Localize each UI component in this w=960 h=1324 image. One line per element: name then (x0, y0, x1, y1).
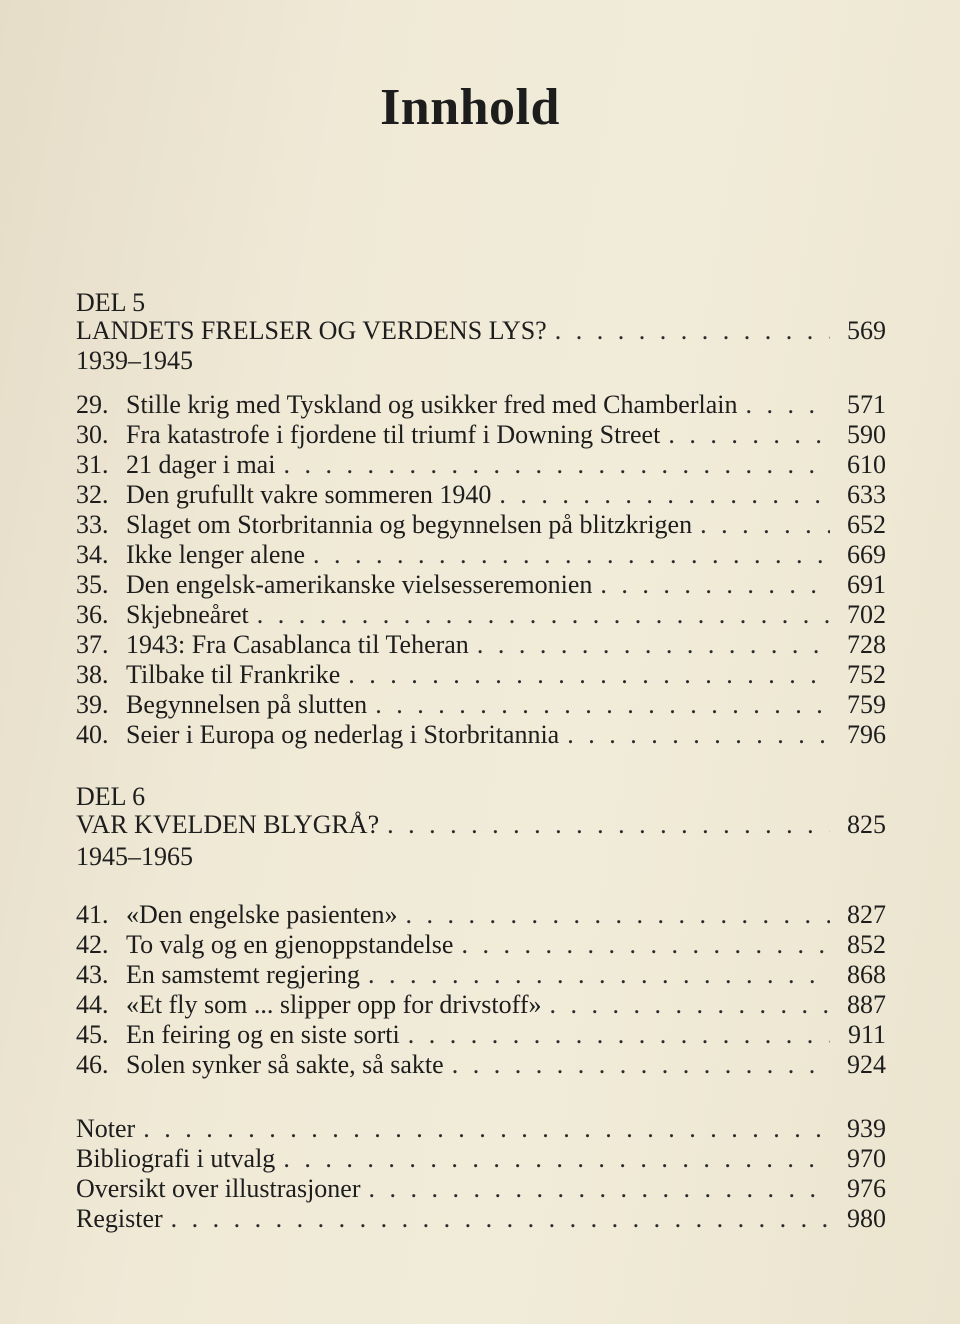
chapter-page: 590 (847, 420, 886, 449)
leader-dots (461, 930, 830, 960)
part-6-heading: DEL 6 (76, 782, 146, 811)
toc-entry (76, 690, 886, 720)
chapter-page: 610 (847, 450, 886, 479)
backmatter-title: Bibliografi i utvalg (76, 1144, 276, 1173)
leader-dots (477, 630, 830, 660)
chapter-title: «Et fly som ... slipper opp for drivstoff» (126, 990, 542, 1019)
chapter-page: 759 (847, 690, 886, 719)
leader-dots (369, 1174, 831, 1204)
leader-dots (567, 720, 830, 750)
leader-dots (745, 390, 830, 420)
chapter-number: 41. (76, 900, 109, 929)
chapter-number: 35. (76, 570, 109, 599)
chapter-page: 827 (847, 900, 886, 929)
chapter-page: 702 (847, 600, 886, 629)
leader-dots (387, 810, 830, 840)
chapter-number: 43. (76, 960, 109, 989)
chapter-title: Begynnelsen på slutten (126, 690, 368, 719)
toc-entry (76, 420, 886, 450)
chapter-title: En samstemt regjering (126, 960, 360, 989)
chapter-number: 39. (76, 690, 109, 719)
chapter-title: Ikke lenger alene (126, 540, 306, 569)
leader-dots (549, 990, 830, 1020)
chapter-title: 21 dager i mai (126, 450, 276, 479)
leader-dots (452, 1050, 830, 1080)
chapter-page: 752 (847, 660, 886, 689)
backmatter-title: Oversikt over illustrasjoner (76, 1174, 361, 1203)
chapter-title: Skjebneåret (126, 600, 249, 629)
leader-dots (143, 1114, 830, 1144)
leader-dots (257, 600, 830, 630)
backmatter-entry (76, 1144, 886, 1174)
backmatter-page: 976 (847, 1174, 886, 1203)
toc-entry (76, 660, 886, 690)
leader-dots (668, 420, 830, 450)
leader-dots (348, 660, 830, 690)
chapter-title: En feiring og en siste sorti (126, 1020, 400, 1049)
chapter-page: 633 (847, 480, 886, 509)
chapter-page: 669 (847, 540, 886, 569)
chapter-title: «Den engelske pasienten» (126, 900, 398, 929)
chapter-number: 40. (76, 720, 109, 749)
part-5-years: 1939–1945 (76, 346, 193, 375)
chapter-page: 852 (847, 930, 886, 959)
chapter-page: 691 (847, 570, 886, 599)
toc-entry (76, 900, 886, 930)
toc-entry (76, 630, 886, 660)
part-6-title-row (76, 810, 886, 840)
part-6-title: VAR KVELDEN BLYGRÅ? (76, 810, 380, 839)
part-5-title: LANDETS FRELSER OG VERDENS LYS? (76, 316, 547, 345)
leader-dots (313, 540, 830, 570)
leader-dots (405, 900, 830, 930)
chapter-number: 31. (76, 450, 109, 479)
chapter-title: To valg og en gjenoppstandelse (126, 930, 454, 959)
part-5-page: 569 (847, 316, 886, 345)
toc-entry (76, 1020, 886, 1050)
chapter-number: 33. (76, 510, 109, 539)
chapter-number: 36. (76, 600, 109, 629)
chapter-page: 728 (847, 630, 886, 659)
chapter-page: 796 (847, 720, 886, 749)
leader-dots (171, 1204, 830, 1234)
toc-entry (76, 930, 886, 960)
page-title: Innhold (380, 79, 560, 136)
toc-entry (76, 390, 886, 420)
chapter-number: 30. (76, 420, 109, 449)
toc-entry (76, 510, 886, 540)
leader-dots (600, 570, 830, 600)
leader-dots (375, 690, 830, 720)
toc-entry (76, 480, 886, 510)
backmatter-page: 980 (847, 1204, 886, 1233)
leader-dots (555, 316, 830, 346)
toc-entry (76, 540, 886, 570)
part-6-years: 1945–1965 (76, 842, 193, 871)
toc-entry (76, 1050, 886, 1080)
chapter-title: 1943: Fra Casablanca til Teheran (126, 630, 469, 659)
table-of-contents (76, 0, 886, 1324)
backmatter-page: 939 (847, 1114, 886, 1143)
chapter-number: 37. (76, 630, 109, 659)
chapter-number: 42. (76, 930, 109, 959)
toc-entry (76, 960, 886, 990)
chapter-number: 29. (76, 390, 109, 419)
chapter-title: Slaget om Storbritannia og begynnelsen på blitzkrigen (126, 510, 693, 539)
toc-entry (76, 990, 886, 1020)
chapter-title: Den grufullt vakre sommeren 1940 (126, 480, 492, 509)
chapter-page: 887 (847, 990, 886, 1019)
toc-entry (76, 570, 886, 600)
toc-entry (76, 600, 886, 630)
chapter-number: 38. (76, 660, 109, 689)
leader-dots (408, 1020, 830, 1050)
chapter-number: 44. (76, 990, 109, 1019)
part-5-title-row (76, 316, 886, 346)
backmatter-title: Register (76, 1204, 163, 1233)
chapter-title: Seier i Europa og nederlag i Storbritannia (126, 720, 560, 749)
backmatter-entry (76, 1204, 886, 1234)
chapter-number: 46. (76, 1050, 109, 1079)
chapter-number: 32. (76, 480, 109, 509)
chapter-title: Den engelsk-amerikanske vielsesseremonien (126, 570, 593, 599)
chapter-number: 34. (76, 540, 109, 569)
leader-dots (700, 510, 830, 540)
backmatter-page: 970 (847, 1144, 886, 1173)
backmatter-title: Noter (76, 1114, 136, 1143)
chapter-number: 45. (76, 1020, 109, 1049)
chapter-page: 571 (847, 390, 886, 419)
chapter-page: 911 (847, 1020, 886, 1049)
backmatter-entry (76, 1114, 886, 1144)
backmatter-entry (76, 1174, 886, 1204)
part-6-page: 825 (847, 810, 886, 839)
chapter-page: 924 (847, 1050, 886, 1079)
chapter-title: Fra katastrofe i fjordene til triumf i Downing Street (126, 420, 661, 449)
part-5-heading: DEL 5 (76, 288, 146, 317)
leader-dots (499, 480, 830, 510)
toc-entry (76, 720, 886, 750)
chapter-page: 868 (847, 960, 886, 989)
leader-dots (368, 960, 830, 990)
leader-dots (283, 450, 830, 480)
leader-dots (283, 1144, 830, 1174)
chapter-title: Solen synker så sakte, så sakte (126, 1050, 444, 1079)
chapter-title: Stille krig med Tyskland og usikker fred med Chamberlain (126, 390, 738, 419)
chapter-page: 652 (847, 510, 886, 539)
toc-entry (76, 450, 886, 480)
chapter-title: Tilbake til Frankrike (126, 660, 341, 689)
